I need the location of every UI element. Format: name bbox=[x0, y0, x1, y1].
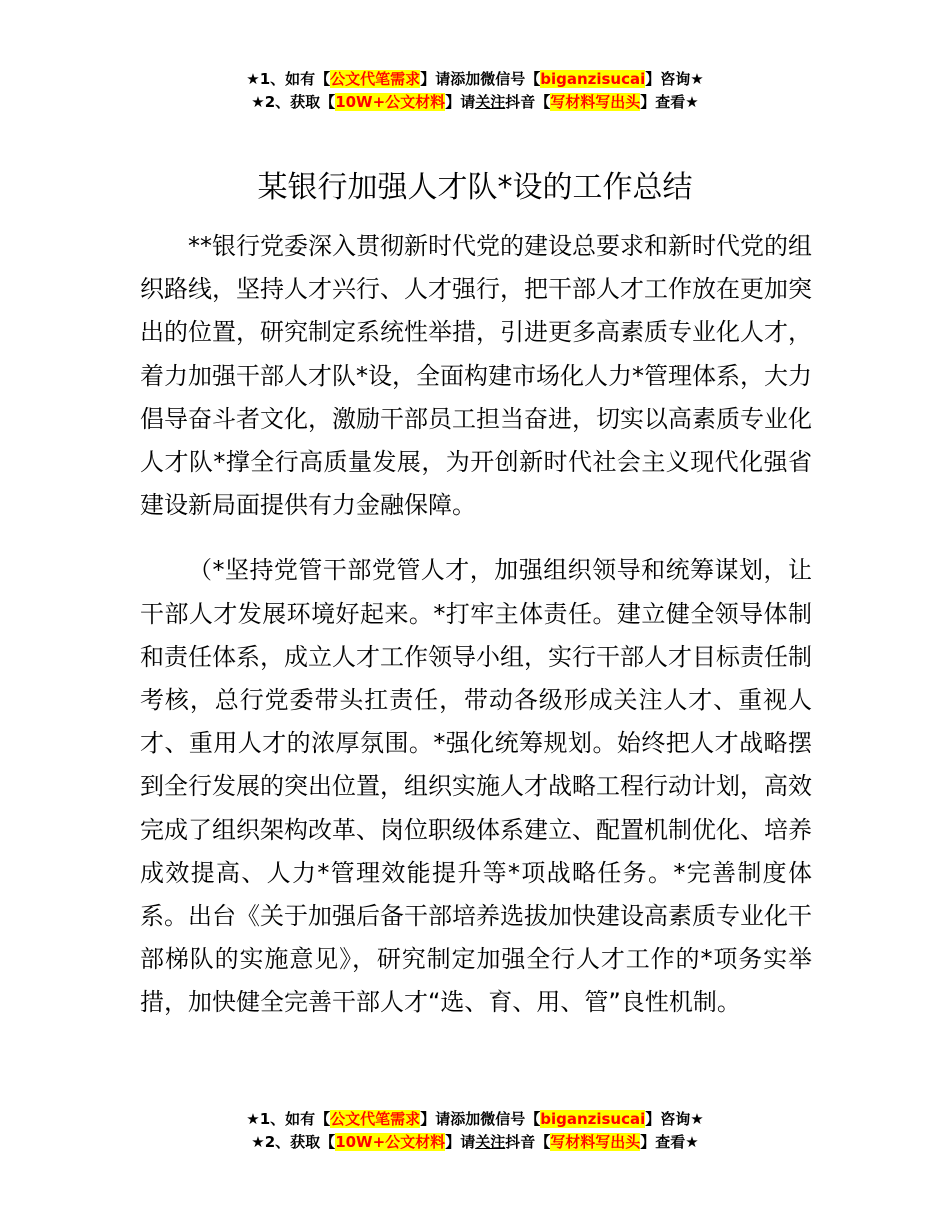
header-notice-line-1 bbox=[0, 68, 950, 91]
paragraph-section-1: （*坚持党管干部党管人才，加强组织领导和统筹谋划，让干部人才发展环境好起来。*打牢主体责任。建立健全领导体制和责任体系，成立人才工作领导小组，实行干部人才目标责任制考核，总行党委带头扛责任，带动各级形成关注人才、重视人才、重用人才的浓厚氛围。*强化统筹规划。始终把人才战略摆到全行发展的突出位置，组织实施人才战略工程行动计划，高效完成了组织架构改革、岗位职级体系建立、配置机制优化、培养成效提高、人力*管理效能提升等*项战略任务。*完善制度体系。出台《关于加强后备干部培养选拔加快建设高素质专业化干部梯队的实施意见》，研究制定加强全行人才工作的*项务实举措，加快健全完善干部人才“选、育、用、管”良性机制。 bbox=[140, 556, 812, 1017]
footer-notice bbox=[0, 1108, 950, 1154]
underlined-follow: 关注 bbox=[475, 93, 506, 111]
notice-text: 】咨询★ bbox=[645, 70, 704, 88]
document-body bbox=[140, 225, 812, 1025]
highlight-account: 写材料写出头 bbox=[550, 93, 641, 111]
notice-text: ★2、获取【 bbox=[251, 93, 336, 111]
highlight-materials: 10W+公文材料 bbox=[335, 93, 446, 111]
notice-text: 】请 bbox=[445, 1133, 476, 1151]
notice-text: 】查看★ bbox=[640, 93, 699, 111]
notice-text: 抖音【 bbox=[505, 93, 551, 111]
highlight-materials: 10W+公文材料 bbox=[335, 1133, 446, 1151]
notice-text: 】咨询★ bbox=[645, 1110, 704, 1128]
notice-text: ★1、如有【 bbox=[246, 1110, 331, 1128]
notice-text: 】请 bbox=[445, 93, 476, 111]
highlight-account: 写材料写出头 bbox=[550, 1133, 641, 1151]
notice-text: 】查看★ bbox=[640, 1133, 699, 1151]
document-title: 某银行加强人才队*设的工作总结 bbox=[257, 170, 693, 205]
paragraph-intro: **银行党委深入贯彻新时代党的建设总要求和新时代党的组织路线，坚持人才兴行、人才强行，把干部人才工作放在更加突出的位置，研究制定系统性举措，引进更多高素质专业化人才，着力加强干部人才队*设，全面构建市场化人力*管理体系，大力倡导奋斗者文化，激励干部员工担当奋进，切实以高素质专业化人才队*撑全行高质量发展，为开创新时代社会主义现代化强省建设新局面提供有力金融保障。 bbox=[140, 232, 812, 520]
highlight-service: 公文代笔需求 bbox=[330, 1110, 421, 1128]
notice-text: ★1、如有【 bbox=[246, 70, 331, 88]
highlight-wechat-id: biganzisucai bbox=[540, 70, 646, 88]
notice-text: 】请添加微信号【 bbox=[420, 70, 541, 88]
underlined-follow: 关注 bbox=[475, 1133, 506, 1151]
highlight-wechat-id: biganzisucai bbox=[540, 1110, 646, 1128]
footer-notice-line-2 bbox=[0, 1131, 950, 1154]
highlight-service: 公文代笔需求 bbox=[330, 70, 421, 88]
header-notice bbox=[0, 68, 950, 114]
footer-notice-line-1 bbox=[0, 1108, 950, 1131]
notice-text: 抖音【 bbox=[505, 1133, 551, 1151]
notice-text: 】请添加微信号【 bbox=[420, 1110, 541, 1128]
header-notice-line-2 bbox=[0, 91, 950, 114]
notice-text: ★2、获取【 bbox=[251, 1133, 336, 1151]
